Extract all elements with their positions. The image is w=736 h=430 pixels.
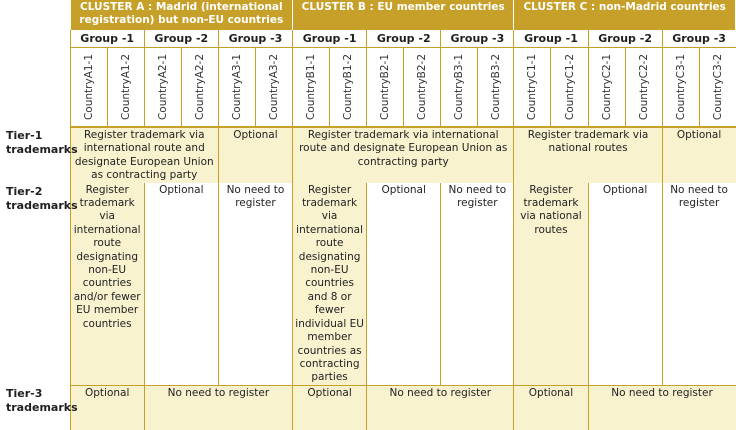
country-label: CountryA1-2	[119, 53, 132, 120]
tier1-cluster-b: Register trademark via international route and designate European Union as contracting party	[293, 127, 514, 183]
tier3-cluster-b-group-1: Optional	[293, 385, 367, 430]
country-header-row	[0, 47, 736, 127]
country-header	[699, 47, 735, 127]
country-label: CountryC3-1	[674, 53, 687, 120]
tier2-cluster-c-group-3: No need to register	[662, 183, 735, 386]
country-header	[70, 47, 107, 127]
country-header	[181, 47, 218, 127]
country-label: CountryC1-2	[563, 53, 576, 120]
group-header: Group -2	[367, 30, 441, 47]
country-label: CountryB1-1	[305, 53, 318, 120]
cluster-a-header: CLUSTER A : Madrid (international registration) but non-EU countries	[70, 0, 292, 30]
corner-cell	[0, 0, 70, 30]
tier1-cluster-a-group-3: Optional	[218, 127, 292, 183]
tier3-cluster-b-groups-2-3: No need to register	[367, 385, 514, 430]
country-label: CountryB2-1	[379, 53, 392, 120]
tier3-label: Tier-3 trademarks	[0, 385, 70, 430]
country-label: CountryC2-1	[600, 53, 613, 120]
tier2-row	[0, 183, 736, 386]
country-label: CountryC2-2	[637, 53, 650, 120]
tier3-cluster-a-groups-2-3: No need to register	[144, 385, 292, 430]
tier1-label: Tier-1 trademarks	[0, 127, 70, 183]
country-label: CountryB3-1	[453, 53, 466, 120]
tier2-cluster-c-group-1: Register trademark via national routes	[514, 183, 588, 386]
country-label: CountryB1-2	[342, 53, 355, 120]
country-header	[107, 47, 144, 127]
group-header: Group -3	[441, 30, 514, 47]
country-label: CountryB2-2	[416, 53, 429, 120]
country-header	[367, 47, 404, 127]
country-header	[588, 47, 625, 127]
group-header: Group -1	[514, 30, 588, 47]
country-header	[144, 47, 181, 127]
group-header: Group -3	[662, 30, 735, 47]
corner-cell	[0, 47, 70, 127]
group-header: Group -2	[588, 30, 662, 47]
country-header	[478, 47, 514, 127]
country-header	[662, 47, 699, 127]
tier2-cluster-a-group-3: No need to register	[218, 183, 292, 386]
group-header: Group -1	[70, 30, 144, 47]
country-header	[330, 47, 367, 127]
tier3-cluster-a-group-1: Optional	[70, 385, 144, 430]
cluster-b-header: CLUSTER B : EU member countries	[293, 0, 514, 30]
country-header	[551, 47, 588, 127]
tier3-cluster-c-group-1: Optional	[514, 385, 588, 430]
tier2-cluster-b-group-3: No need to register	[441, 183, 514, 386]
corner-cell	[0, 30, 70, 47]
tier2-cluster-c-group-2: Optional	[588, 183, 662, 386]
group-header: Group -2	[144, 30, 218, 47]
country-label: CountryA2-1	[156, 53, 169, 120]
tier1-cluster-c-group-3: Optional	[662, 127, 735, 183]
tier1-cluster-a-groups-1-2: Register trademark via international route and designate European Union as contracting party	[70, 127, 218, 183]
tier3-cluster-c-groups-2-3: No need to register	[588, 385, 735, 430]
group-header: Group -1	[293, 30, 367, 47]
country-header	[625, 47, 662, 127]
group-header: Group -3	[218, 30, 292, 47]
country-label: CountryC1-1	[526, 53, 539, 120]
tier2-cluster-b-group-1: Register trademark via international route designating non-EU countries and 8 or fewer individual EU member countries as contracting parties	[293, 183, 367, 386]
country-label: CountryA3-1	[230, 53, 243, 120]
tier1-cluster-c-groups-1-2: Register trademark via national routes	[514, 127, 662, 183]
country-label: CountryB3-2	[489, 53, 502, 120]
tier1-row	[0, 127, 736, 183]
country-header	[514, 47, 551, 127]
tier2-label: Tier-2 trademarks	[0, 183, 70, 386]
country-header	[218, 47, 255, 127]
tier3-row	[0, 385, 736, 430]
country-label: CountryA2-2	[193, 53, 206, 120]
country-label: CountryA1-1	[82, 53, 95, 120]
country-label: CountryC3-2	[711, 53, 724, 120]
tier2-cluster-b-group-2: Optional	[367, 183, 441, 386]
tier2-cluster-a-group-1: Register trademark via international route designating non-EU countries and/or fewer EU member countries	[70, 183, 144, 386]
country-header	[441, 47, 478, 127]
country-label: CountryA3-2	[267, 53, 280, 120]
tier2-cluster-a-group-2: Optional	[144, 183, 218, 386]
cluster-c-header: CLUSTER C : non-Madrid countries	[514, 0, 736, 30]
country-header	[293, 47, 330, 127]
country-header	[255, 47, 292, 127]
country-header	[404, 47, 441, 127]
